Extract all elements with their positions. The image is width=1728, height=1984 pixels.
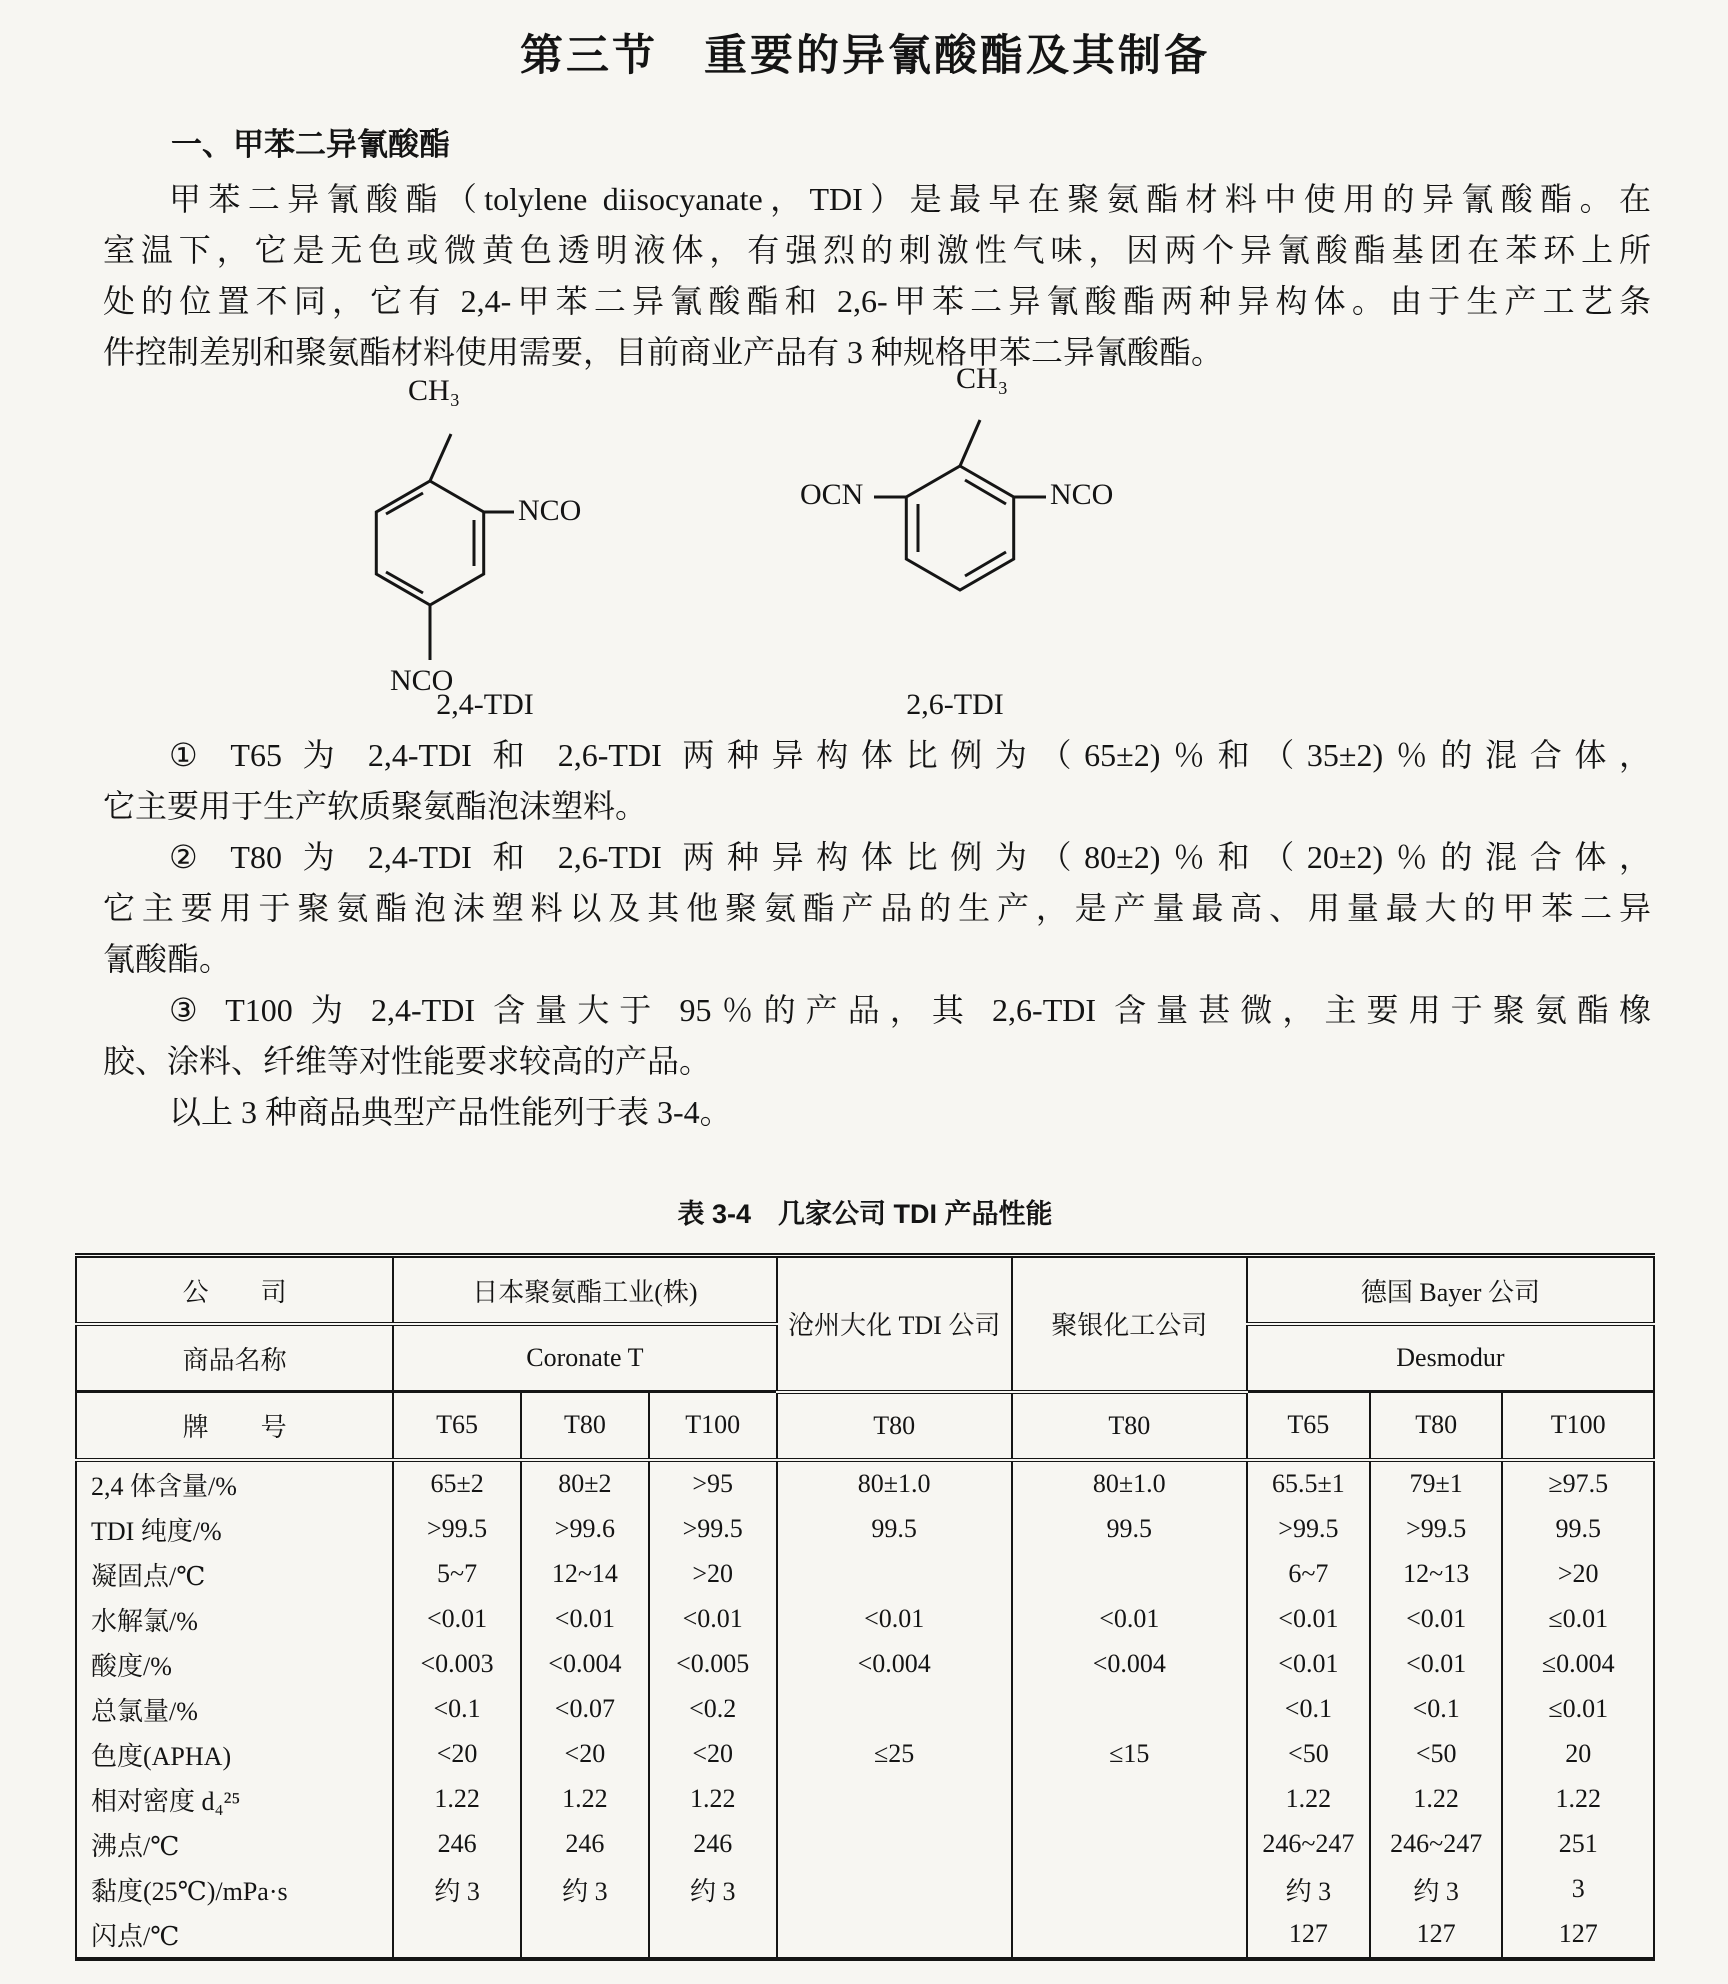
page-title: 第三节 重要的异氰酸酯及其制备 (520, 32, 1210, 80)
row-label: TDI 纯度/% (76, 1507, 393, 1552)
row-label: 总氯量/% (76, 1687, 393, 1732)
text-line: 甲苯二异氰酸酯（tolylene diisocyanate，TDI）是最早在聚氨酯材料中使用的异氰酸酯。在 (169, 181, 1651, 217)
table-cell: 80±1.0 (777, 1460, 1012, 1507)
row-label: 沸点/℃ (76, 1822, 393, 1867)
table-cell: <50 (1370, 1732, 1503, 1777)
table-cell: >95 (649, 1460, 777, 1507)
table-cell: 79±1 (1370, 1460, 1503, 1507)
row-label: 黏度(25℃)/mPa·s (76, 1867, 393, 1912)
table-row (76, 1822, 1654, 1867)
table-cell (777, 1687, 1012, 1732)
text-line: 室温下，它是无色或微黄色透明液体，有强烈的刺激性气味，因两个异氰酸酯基团在苯环上所 (103, 232, 1651, 268)
table-cell: 127 (1247, 1912, 1370, 1959)
table-row (76, 1642, 1654, 1687)
table-cell: <0.2 (649, 1687, 777, 1732)
chemical-structures (75, 362, 1655, 730)
row-label: 水解氯/% (76, 1597, 393, 1642)
table-row (76, 1732, 1654, 1777)
table-row (76, 1552, 1654, 1597)
table-cell: 246~247 (1370, 1822, 1503, 1867)
methyl-group-label: CH₃ (408, 374, 461, 407)
table-cell: >99.5 (1247, 1507, 1370, 1552)
table-cell: >20 (649, 1552, 777, 1597)
header-grade: T80 (777, 1392, 1012, 1460)
nco-group-label: NCO (390, 664, 454, 697)
table-cell (1012, 1552, 1247, 1597)
text-line: ① T65 为 2,4-TDI 和 2,6-TDI 两种异构体比例为（65±2)％和（35±2)％的混合体， (169, 737, 1651, 773)
table-cell: ≤25 (777, 1732, 1012, 1777)
structure-caption-2-6-tdi: 2,6-TDI (906, 688, 1004, 721)
table-cell (1012, 1867, 1247, 1912)
table-cell: <0.1 (393, 1687, 521, 1732)
table-cell: ≤0.01 (1502, 1597, 1654, 1642)
table-cell: <50 (1247, 1732, 1370, 1777)
table-cell: 约 3 (1247, 1867, 1370, 1912)
text-line: ② T80 为 2,4-TDI 和 2,6-TDI 两种异构体比例为（80±2)％和（20±2)％的混合体， (169, 839, 1651, 875)
table-cell: ≥97.5 (1502, 1460, 1654, 1507)
table-cell: <0.004 (777, 1642, 1012, 1687)
header-grade: T65 (393, 1392, 521, 1460)
text-line: 处的位置不同，它有 2,4-甲苯二异氰酸酯和 2,6-甲苯二异氰酸酯两种异构体。由于生产工艺条 (103, 283, 1651, 319)
methyl-group-label: CH₃ (956, 362, 1009, 395)
table-row (76, 1460, 1654, 1507)
table-cell (1012, 1777, 1247, 1822)
table-cell: <20 (649, 1732, 777, 1777)
table-cell: <0.004 (521, 1642, 649, 1687)
table-cell: <0.01 (1370, 1642, 1503, 1687)
structure-2-4-tdi (320, 348, 582, 697)
table-cell: <0.1 (1247, 1687, 1370, 1732)
table-cell: <0.01 (1247, 1597, 1370, 1642)
table-cell: 1.22 (1370, 1777, 1503, 1822)
table-cell: 246 (649, 1822, 777, 1867)
table-cell (393, 1912, 521, 1959)
table-cell (1012, 1822, 1247, 1867)
table-cell (777, 1777, 1012, 1822)
table-cell: 约 3 (393, 1867, 521, 1912)
header-grade: T80 (521, 1392, 649, 1460)
table-cell: 1.22 (521, 1777, 649, 1822)
table-row (76, 1912, 1654, 1959)
table-cell: >99.5 (393, 1507, 521, 1552)
header-company-bayer: 德国 Bayer 公司 (1247, 1256, 1654, 1325)
table-cell: >20 (1502, 1552, 1654, 1597)
structure-2-6-tdi (800, 362, 1120, 638)
row-label: 相对密度 d₄²⁵ (76, 1777, 393, 1822)
table-cell: 约 3 (649, 1867, 777, 1912)
table-cell: 5~7 (393, 1552, 521, 1597)
table-cell (777, 1822, 1012, 1867)
header-row-grade (76, 1392, 1654, 1460)
table-cell: 127 (1370, 1912, 1503, 1959)
table-cell: <0.01 (393, 1597, 521, 1642)
header-grade: T80 (1012, 1392, 1247, 1460)
table-cell: <0.003 (393, 1642, 521, 1687)
text-line: 它主要用于生产软质聚氨酯泡沫塑料。 (103, 788, 648, 824)
table-cell: <0.01 (1370, 1597, 1503, 1642)
header-grade-label: 牌 号 (76, 1392, 393, 1460)
table-cell: 约 3 (521, 1867, 649, 1912)
table-cell: <20 (521, 1732, 649, 1777)
table-row (76, 1687, 1654, 1732)
text-line: 氰酸酯。 (103, 941, 232, 977)
paragraph-table-ref (103, 1087, 1651, 1138)
table-cell: 80±2 (521, 1460, 649, 1507)
table-cell: 1.22 (649, 1777, 777, 1822)
ocn-group-label: OCN (800, 478, 864, 511)
table-cell (777, 1867, 1012, 1912)
table-cell: ≤0.01 (1502, 1687, 1654, 1732)
header-company-juyin: 聚银化工公司 (1012, 1256, 1247, 1392)
table-cell: 6~7 (1247, 1552, 1370, 1597)
table-cell: 65.5±1 (1247, 1460, 1370, 1507)
table-cell (521, 1912, 649, 1959)
table-cell: 246 (521, 1822, 649, 1867)
row-label: 闪点/℃ (76, 1912, 393, 1959)
table-row (76, 1867, 1654, 1912)
table-cell: ≤15 (1012, 1732, 1247, 1777)
table-cell: >99.5 (1370, 1507, 1503, 1552)
table-cell: <0.01 (521, 1597, 649, 1642)
table-cell: <0.005 (649, 1642, 777, 1687)
header-company-cangzhou: 沧州大化 TDI 公司 (777, 1256, 1012, 1392)
header-product-desmodur: Desmodur (1247, 1324, 1654, 1392)
paragraph-t65 (103, 730, 1651, 832)
table-cell: 约 3 (1370, 1867, 1503, 1912)
table-cell: <0.07 (521, 1687, 649, 1732)
table-cell: 12~14 (521, 1552, 649, 1597)
table-cell: >99.5 (649, 1507, 777, 1552)
body-text (103, 730, 1651, 1138)
paragraph-t80 (103, 832, 1651, 985)
table-cell (649, 1912, 777, 1959)
table-cell: >99.6 (521, 1507, 649, 1552)
row-label: 酸度/% (76, 1642, 393, 1687)
table-cell (777, 1552, 1012, 1597)
text-line: ③ T100 为 2,4-TDI 含量大于 95％的产品，其 2,6-TDI 含量甚微，主要用于聚氨酯橡 (169, 992, 1651, 1028)
row-label: 色度(APHA) (76, 1732, 393, 1777)
header-company-label: 公 司 (76, 1256, 393, 1325)
table-cell: 1.22 (1247, 1777, 1370, 1822)
table-cell: <0.01 (649, 1597, 777, 1642)
row-label: 2,4 体含量/% (76, 1460, 393, 1507)
text-line: 以上 3 种商品典型产品性能列于表 3-4。 (169, 1094, 732, 1130)
table-cell: <0.004 (1012, 1642, 1247, 1687)
row-label: 凝固点/℃ (76, 1552, 393, 1597)
section-heading: 一、甲苯二异氰酸酯 (171, 127, 450, 162)
table-cell: <0.01 (1247, 1642, 1370, 1687)
table-cell: <20 (393, 1732, 521, 1777)
text-line: 件控制差别和聚氨酯材料使用需要，目前商业产品有 3 种规格甲苯二异氰酸酯。 (103, 334, 1224, 370)
table-row (76, 1597, 1654, 1642)
nco-group-label: NCO (518, 494, 582, 527)
structure-caption-2-4-tdi: 2,4-TDI (436, 688, 534, 721)
table-cell: ≤0.004 (1502, 1642, 1654, 1687)
table-cell (777, 1912, 1012, 1959)
table-cell: <0.01 (1012, 1597, 1247, 1642)
table-cell: 127 (1502, 1912, 1654, 1959)
table-cell: 65±2 (393, 1460, 521, 1507)
table-cell: 12~13 (1370, 1552, 1503, 1597)
table-row (76, 1777, 1654, 1822)
header-product-label: 商品名称 (76, 1324, 393, 1392)
nco-group-label: NCO (1050, 478, 1114, 511)
table-cell: 3 (1502, 1867, 1654, 1912)
header-grade: T65 (1247, 1392, 1370, 1460)
table-cell: 251 (1502, 1822, 1654, 1867)
text-line: 胶、涂料、纤维等对性能要求较高的产品。 (103, 1043, 712, 1079)
paragraph-t100 (103, 985, 1651, 1087)
table-cell: 1.22 (1502, 1777, 1654, 1822)
header-grade: T100 (649, 1392, 777, 1460)
table-cell: 99.5 (1012, 1507, 1247, 1552)
header-row-company (76, 1256, 1654, 1325)
table-cell (1012, 1687, 1247, 1732)
header-company-nippon: 日本聚氨酯工业(株) (393, 1256, 776, 1325)
table-cell: 80±1.0 (1012, 1460, 1247, 1507)
table-row (76, 1507, 1654, 1552)
table-cell: 99.5 (1502, 1507, 1654, 1552)
table-body (76, 1460, 1654, 1959)
table-cell: 99.5 (777, 1507, 1012, 1552)
header-grade: T100 (1502, 1392, 1654, 1460)
table-cell: <0.01 (777, 1597, 1012, 1642)
table-cell: 1.22 (393, 1777, 521, 1822)
table-cell: 246~247 (1247, 1822, 1370, 1867)
table-cell: 246 (393, 1822, 521, 1867)
tdi-products-table (75, 1253, 1655, 1961)
table-title: 表 3-4 几家公司 TDI 产品性能 (677, 1199, 1053, 1229)
table-cell: 20 (1502, 1732, 1654, 1777)
header-grade: T80 (1370, 1392, 1503, 1460)
header-product-coronate: Coronate T (393, 1324, 776, 1392)
text-line: 它主要用于聚氨酯泡沫塑料以及其他聚氨酯产品的生产，是产量最高、用量最大的甲苯二异 (103, 890, 1651, 926)
table-cell (1012, 1912, 1247, 1959)
table-cell: <0.1 (1370, 1687, 1503, 1732)
